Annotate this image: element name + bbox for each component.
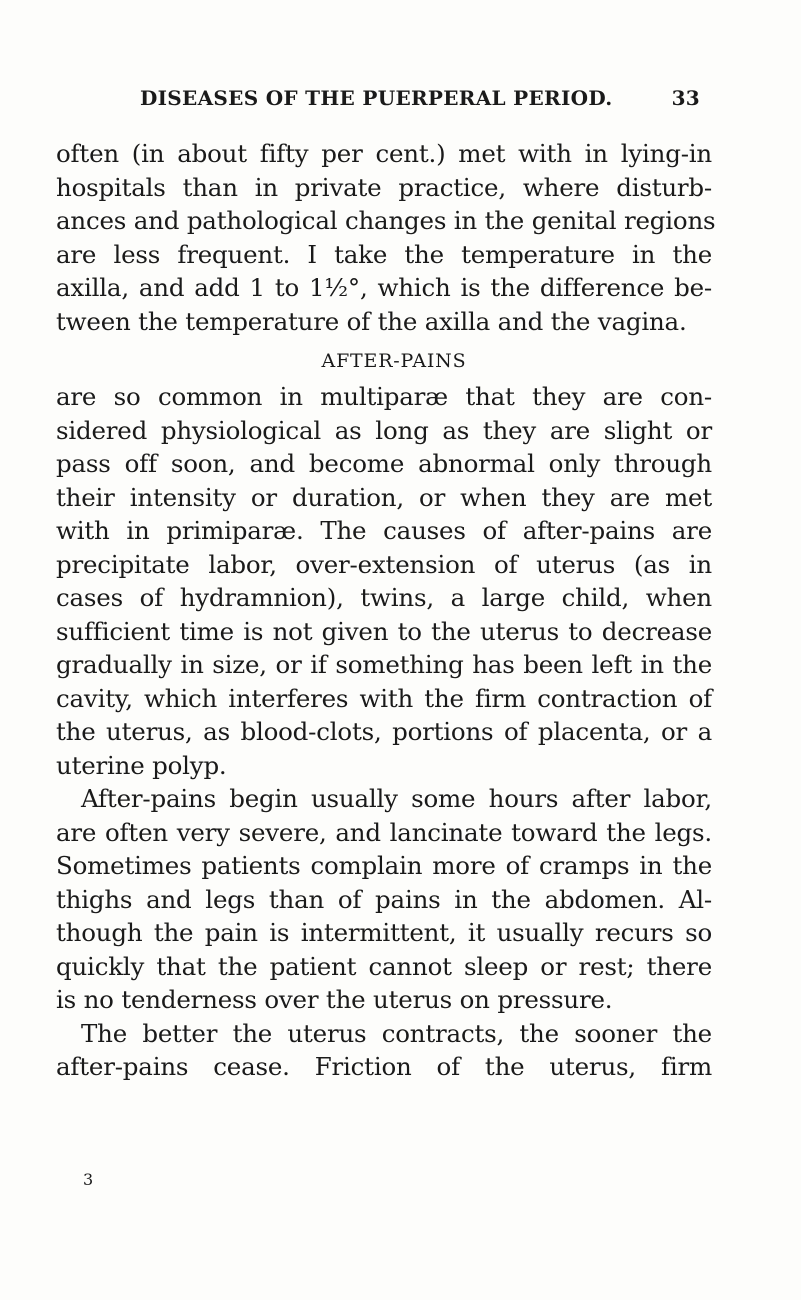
text-line: after-pains cease. Friction of the uterus, firm <box>56 1052 712 1081</box>
text-line: are often very severe, and lancinate toward the legs. <box>56 817 712 847</box>
text-line: is no tenderness over the uterus on pressure. <box>56 985 613 1014</box>
text-line: Sometimes patients complain more of cramps in the <box>56 851 712 880</box>
text-line: the uterus, as blood-clots, portions of placenta, or a <box>56 717 712 746</box>
text-line: cavity, which interferes with the firm contraction of <box>56 683 712 713</box>
text-line: gradually in size, or if something has been left in the <box>56 650 712 679</box>
page-header <box>140 86 700 116</box>
body-text <box>56 137 716 1084</box>
paragraph-3 <box>56 782 712 1017</box>
text-line: precipitate labor, over-extension of uterus (as in <box>56 549 712 579</box>
text-line: thighs and legs than of pains in the abdomen. Al- <box>56 884 712 914</box>
text-line: though the pain is intermittent, it usually recurs so <box>56 918 712 947</box>
text-line: hospitals than in private practice, where disturb- <box>56 172 712 202</box>
text-line: sidered physiological as long as they are slight or <box>56 415 712 445</box>
page-number: 33 <box>671 86 700 110</box>
text-line: The better the uterus contracts, the sooner the <box>81 1018 712 1048</box>
paragraph-4 <box>56 1017 712 1084</box>
text-line: uterine polyp. <box>56 750 227 780</box>
text-line: sufficient time is not given to the uterus to decrease <box>56 616 712 646</box>
text-line: their intensity or duration, or when they are met <box>56 482 712 512</box>
paragraph-2 <box>56 380 712 782</box>
text-line: ances and pathological changes in the genital regions <box>56 206 716 235</box>
text-line: with in primiparæ. The causes of after-pains are <box>56 516 712 545</box>
text-line: After-pains begin usually some hours after labor, <box>81 784 712 813</box>
paragraph-1 <box>56 137 716 338</box>
text-line: often (in about fifty per cent.) met with in lying-in <box>56 139 712 168</box>
text-line: tween the temperature of the axilla and the vagina. <box>56 306 687 336</box>
text-line: are less frequent. I take the temperature in the <box>56 239 712 269</box>
text-line: are so common in multiparæ that they are con- <box>56 382 712 411</box>
text-line: cases of hydramnion), twins, a large child, when <box>56 583 712 612</box>
text-line: quickly that the patient cannot sleep or rest; there <box>56 951 712 981</box>
signature-mark: 3 <box>83 1170 94 1189</box>
text-line: axilla, and add 1 to 1½°, which is the difference be- <box>56 273 712 302</box>
running-head: DISEASES OF THE PUERPERAL PERIOD. <box>140 86 613 110</box>
text-line: pass off soon, and become abnormal only through <box>56 449 712 478</box>
section-heading: AFTER-PAINS <box>321 350 467 372</box>
